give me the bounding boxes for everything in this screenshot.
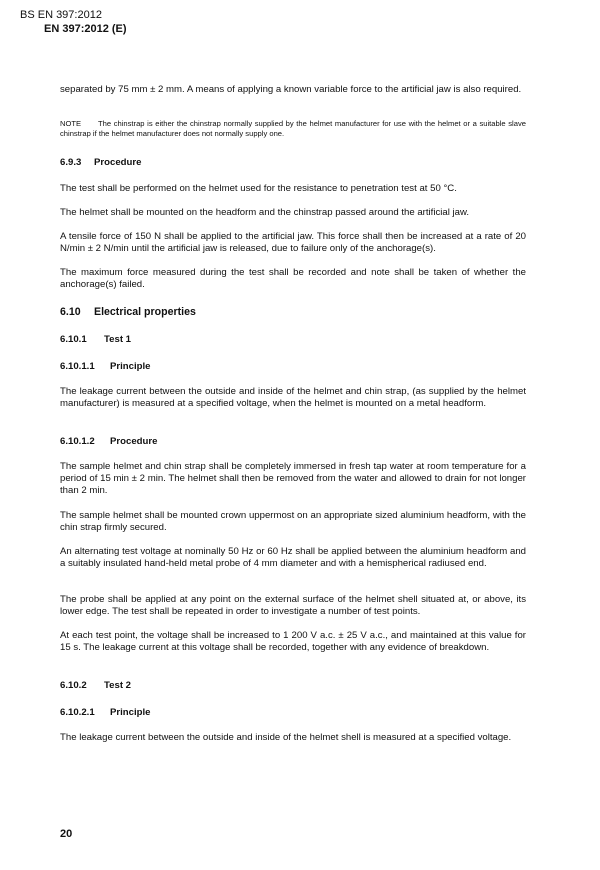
paragraph-test1-procedure-5: At each test point, the voltage shall be increased to 1 200 V a.c. ± 25 V a.c., and maintained at this value for 15 s. The leakage current at this voltage shall be recorded, together with any evidence of breakdown. [60, 630, 526, 653]
paragraph-test1-procedure-2: The sample helmet shall be mounted crown uppermost on an appropriate sized aluminium headform, with the chin strap firmly secured. [60, 510, 526, 533]
note-label: NOTE [60, 119, 82, 128]
heading-number: 6.10 [60, 306, 81, 318]
paragraph-principle-2: The leakage current between the outside and inside of the helmet shell is measured at a specified voltage. [60, 732, 512, 743]
note-text: The chinstrap is either the chinstrap normally supplied by the helmet manufacturer for use with the helmet or a suitable slave chinstrap if the helmet manufacturer does not normally supply one. [60, 119, 526, 138]
paragraph-procedure-3: A tensile force of 150 N shall be applied to the artificial jaw. This force shall then be increased at a rate of 20 N/min ± 2 N/min until the artificial jaw is released, due to failure only of the anchorage(s). [60, 231, 526, 254]
heading-title: Electrical properties [94, 306, 196, 318]
paragraph-procedure-2: The helmet shall be mounted on the headform and the chinstrap passed around the artificial jaw. [60, 207, 470, 218]
heading-number: 6.10.1.2 [60, 436, 95, 447]
heading-title: Principle [110, 361, 151, 372]
heading-title: Procedure [94, 157, 142, 168]
heading-number: 6.10.2.1 [60, 707, 95, 718]
paragraph-test1-procedure-3: An alternating test voltage at nominally 50 Hz or 60 Hz shall be applied between the aluminium headform and a suitably insulated hand-held metal probe of 4 mm diameter and with a hemispherical radiused end. [60, 546, 526, 569]
note [60, 119, 526, 139]
heading-6-9-3 [60, 157, 141, 169]
heading-title: Procedure [110, 436, 158, 447]
paragraph-procedure-4: The maximum force measured during the test shall be recorded and note shall be taken of whether the anchorage(s) failed. [60, 267, 526, 290]
heading-title: Test 2 [104, 680, 132, 691]
heading-title: Principle [110, 707, 151, 718]
heading-6-10 [60, 306, 196, 318]
heading-6-10-2-1 [60, 707, 151, 719]
heading-6-10-1-2 [60, 436, 157, 448]
paragraph-procedure-1: The test shall be performed on the helmet used for the resistance to penetration test at 50 °C. [60, 183, 457, 194]
heading-number: 6.10.1.1 [60, 361, 95, 372]
heading-6-10-1 [60, 334, 131, 346]
paragraph-intro: separated by 75 mm ± 2 mm. A means of applying a known variable force to the artificial jaw is also required. [60, 84, 522, 95]
heading-number: 6.10.2 [60, 680, 87, 691]
document-standard-edition: EN 397:2012 (E) [44, 23, 127, 35]
heading-number: 6.9.3 [60, 157, 82, 168]
heading-title: Test 1 [104, 334, 132, 345]
paragraph-test1-procedure-4: The probe shall be applied at any point on the external surface of the helmet shell situated at, or above, its lower edge. The test shall be repeated in order to investigate a number of test points. [60, 594, 526, 617]
heading-number: 6.10.1 [60, 334, 87, 345]
paragraph-principle-1: The leakage current between the outside and inside of the helmet and chin strap, (as supplied by the helmet manufacturer) is measured at a specified voltage, when the helmet is mounted on a metal headform. [60, 386, 526, 409]
heading-6-10-2 [60, 680, 131, 692]
paragraph-test1-procedure-1: The sample helmet and chin strap shall be completely immersed in fresh tap water at room temperature for a period of 15 min ± 2 min. The helmet shall then be removed from the water and allowed to drain for not longer than 2 min. [60, 461, 526, 496]
heading-6-10-1-1 [60, 361, 151, 373]
document-standard-id: BS EN 397:2012 [20, 9, 102, 21]
page-number: 20 [60, 828, 73, 840]
